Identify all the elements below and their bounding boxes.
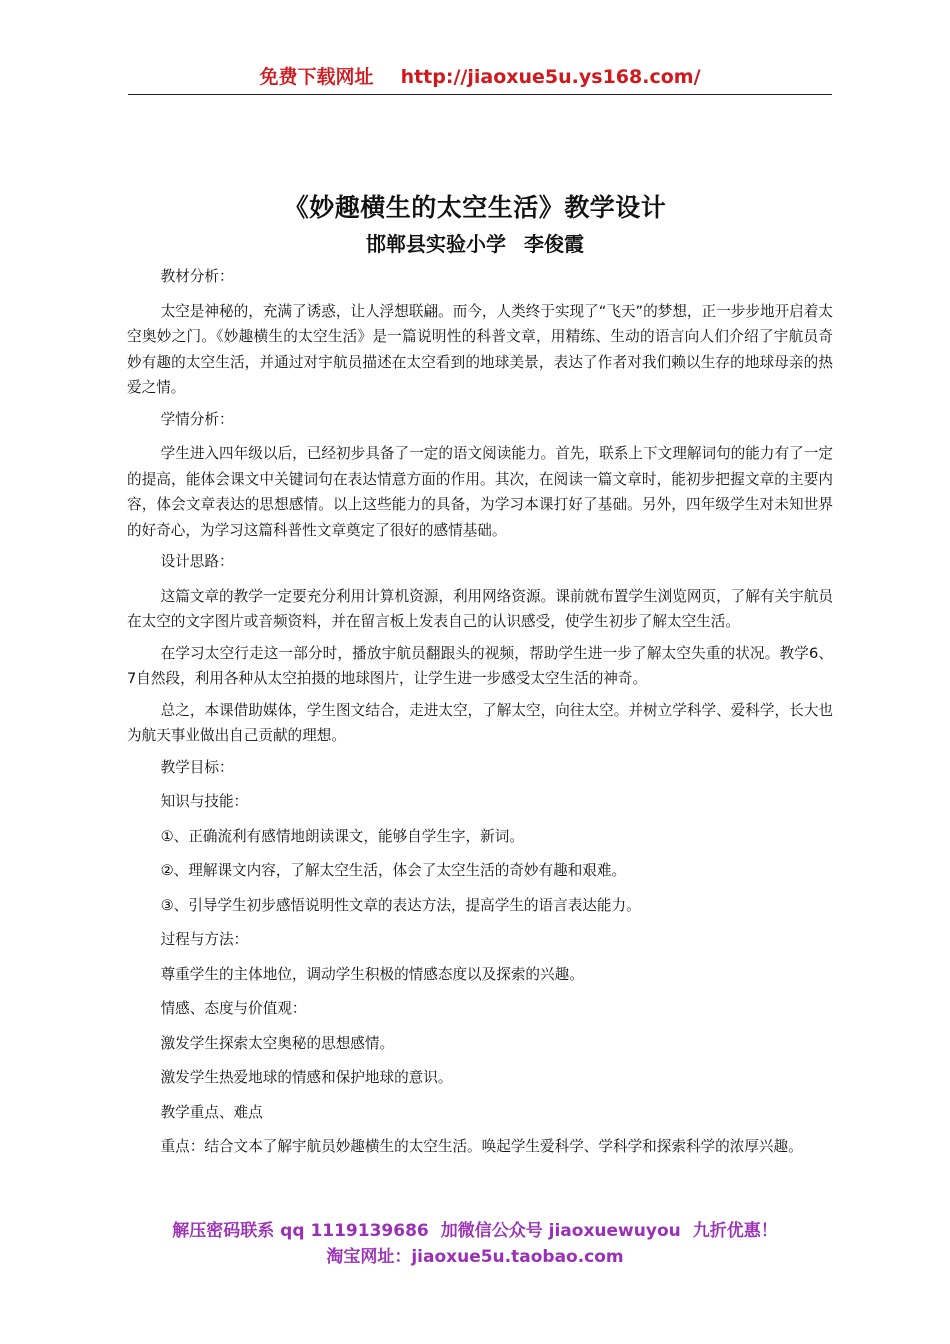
footer-wechat: 加微信公众号 jiaoxuewuyou [440,1221,681,1241]
body-paragraph: 在学习太空行走这一部分时，播放宇航员翻跟头的视频，帮助学生进一步了解太空失重的状况。教学6、7自然段，利用各种从太空拍摄的地球图片，让学生进一步感受太空生活的神奇。 [127,644,833,687]
body-paragraph: 总之，本课借助媒体，学生图文结合，走进太空，了解太空，向往太空。并树立学科学、爱科学，长大也为航天事业做出自己贡献的理想。 [127,701,833,744]
page-footer [0,1218,950,1270]
list-item: 知识与技能： [160,793,249,810]
section-heading: 学情分析： [160,410,234,428]
list-item: 尊重学生的主体地位，调动学生积极的情感态度以及探索的兴趣。 [160,965,584,983]
footer-taobao-link[interactable]: 淘宝网址：jiaoxue5u.taobao.com [326,1247,624,1267]
list-item: ①、正确流利有感情地朗读课文，能够自学生字，新词。 [160,827,524,845]
section-heading: 教材分析： [160,268,234,285]
document-body [127,264,833,1166]
body-paragraph: 这篇文章的教学一定要充分利用计算机资源，利用网络资源。课前就布置学生浏览网页，了解有关宇航员在太空的文字图片或音频资料，并在留言板上发表自己的认识感受，使学生初步了解太空生活。 [127,587,833,630]
document-title: 《妙趣横生的太空生活》教学设计 [283,193,667,222]
list-item: 过程与方法： [160,931,249,948]
author-name: 李俊霞 [524,232,584,256]
list-item: 教学重点、难点 [160,1103,263,1121]
footer-password-contact: 解压密码联系 qq 1119139686 [172,1221,429,1241]
body-paragraph: 重点：结合文本了解宇航员妙趣横生的太空生活。唤起学生爱科学、学科学和探索科学的浓厚兴趣。 [160,1138,803,1155]
list-item: 教学目标： [160,758,234,776]
page-header [128,62,832,95]
list-item: ②、理解课文内容，了解太空生活，体会了太空生活的奇妙有趣和艰难。 [160,862,627,879]
section-heading: 设计思路： [160,553,234,570]
body-paragraph: 学生进入四年级以后，已经初步具备了一定的语文阅读能力。首先，联系上下文理解词句的能力有了一定的提高，能体会课文中关键词句在表达情意方面的作用。其次，在阅读一篇文章时，能初步把握文章的主要内容，体会文章表达的思想感情。以上这些能力的具备，为学习本课打好了基础。另外，四年级学生对未知世界的好奇心，为学习这篇科普性文章奠定了很好的感情基础。 [127,445,833,539]
list-item: 激发学生探索太空奥秘的思想感情。 [160,1034,395,1052]
author-school: 邯郸县实验小学 [366,232,506,256]
body-paragraph: 太空是神秘的，充满了诱惑，让人浮想联翩。而今，人类终于实现了“飞天”的梦想，正一步步地开启着太空奥妙之门。《妙趣横生的太空生活》是一篇说明性的科普文章，用精练、生动的语言向人们介绍了宇航员奇妙有趣的太空生活，并通过对宇航员描述在太空看到的地球美景，表达了作者对我们赖以生存的地球母亲的热爱之情。 [127,302,833,396]
header-label: 免费下载网址 [259,66,374,88]
author-line [0,228,950,257]
list-item: ③、引导学生初步感悟说明性文章的表达方法，提高学生的语言表达能力。 [160,896,641,914]
list-item: 激发学生热爱地球的情感和保护地球的意识。 [160,1069,453,1086]
header-url-link[interactable]: http://jiaoxue5u.ys168.com/ [400,66,701,88]
footer-discount: 九折优惠！ [692,1221,778,1241]
footer-line-1 [0,1218,950,1244]
list-item: 情感、态度与价值观： [160,1000,307,1017]
